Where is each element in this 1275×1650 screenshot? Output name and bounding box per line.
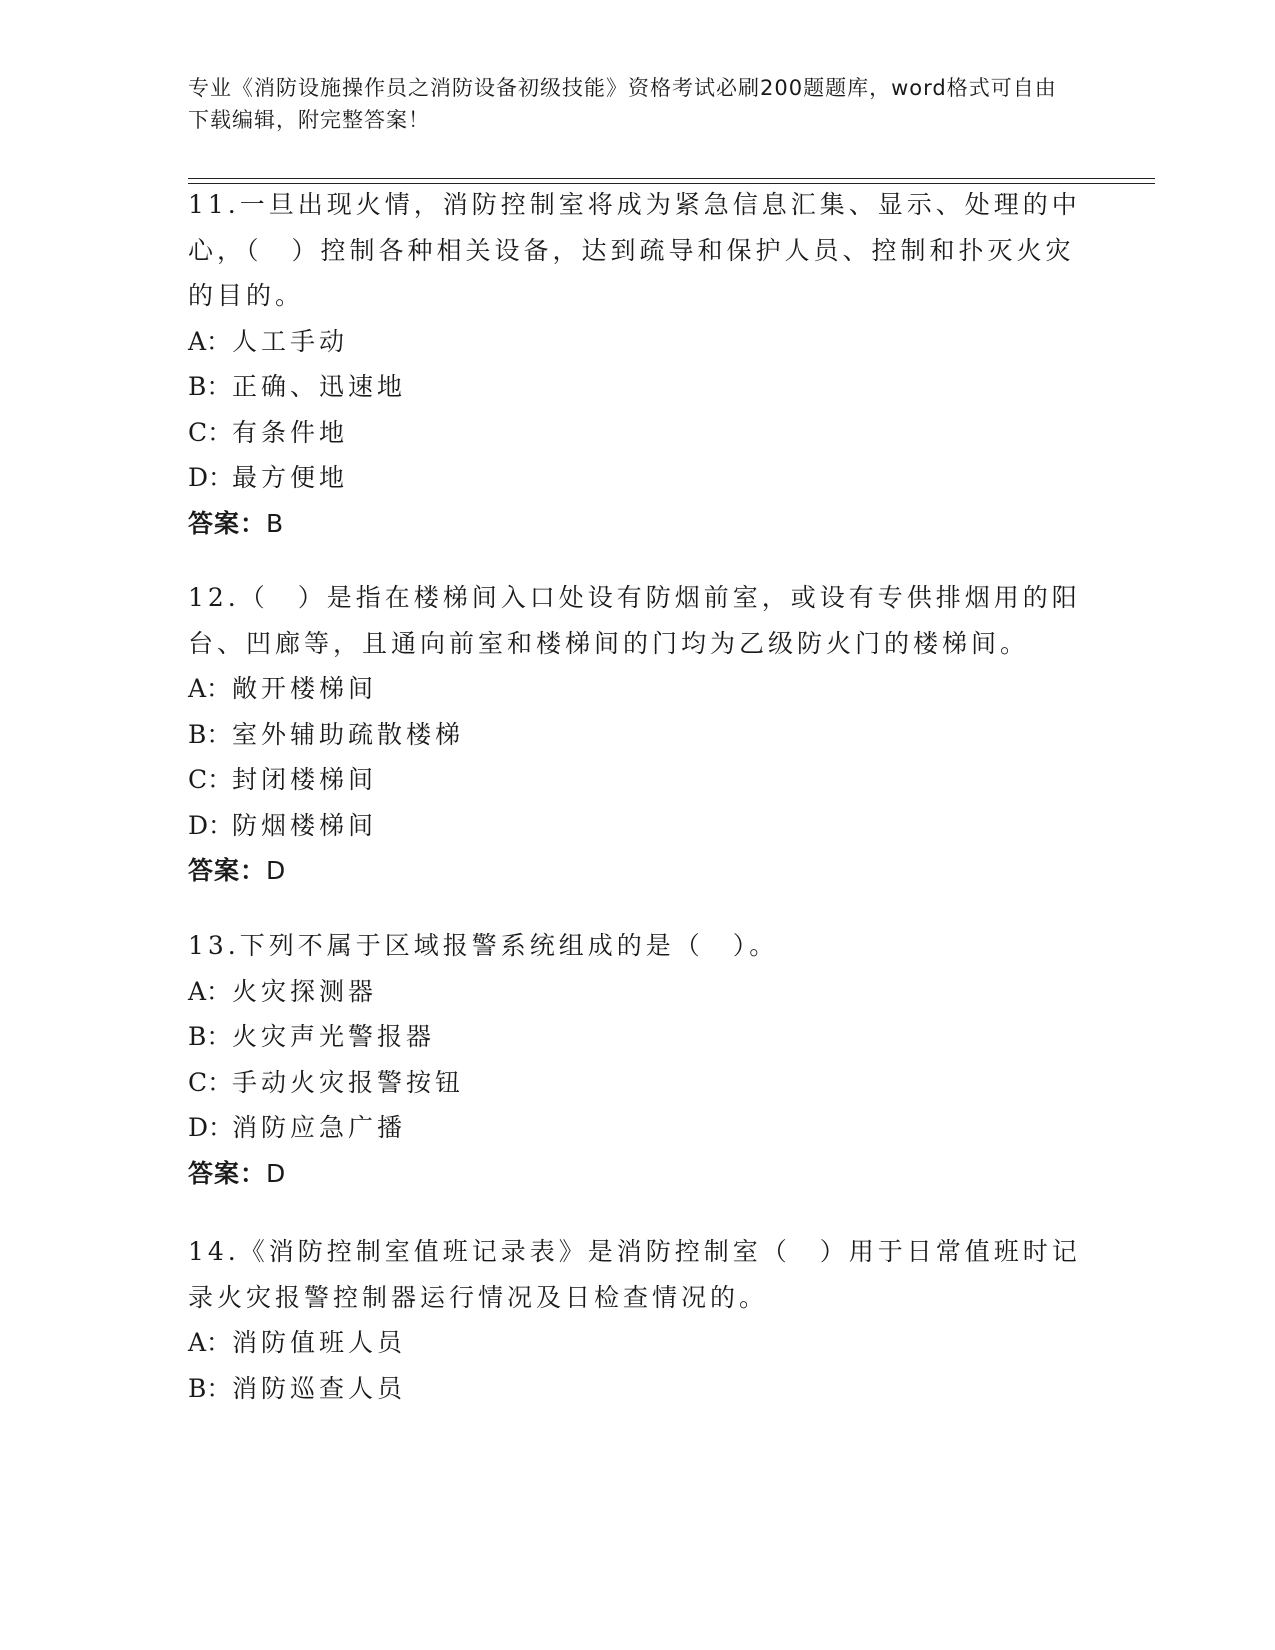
option-c [188,757,1088,803]
option-text: 正确、迅速地 [232,372,407,401]
option-text: 封闭楼梯间 [232,765,378,794]
question-12 [188,575,1088,894]
option-text: 火灾探测器 [232,976,378,1006]
option-d [188,803,1088,849]
option-key: D： [188,810,234,840]
option-c [188,1060,1088,1106]
answer-label: 答案： [188,1158,267,1188]
option-b [188,364,1088,410]
question-stem: 12.（ ）是指在楼梯间入口处设有防烟前室，或设有专供排烟用的阳台、凹廊等，且通向前室和楼梯间的门均为乙级防火门的楼梯间。 [188,583,1081,658]
answer-value: B [266,508,285,538]
option-a [188,1320,1088,1366]
option-c [188,410,1088,456]
option-key: B： [188,1373,232,1403]
answer-label: 答案： [188,856,267,885]
option-text: 敞开楼梯间 [232,674,378,703]
option-d [188,1105,1088,1151]
question-stem: 11.一旦出现火情，消防控制室将成为紧急信息汇集、显示、处理的中心，（ ）控制各种相关设备，达到疏导和保护人员、控制和扑灭火灾的目的。 [188,190,1081,310]
answer-value: D [266,856,287,885]
option-key: A： [188,1328,232,1357]
option-text: 最方便地 [232,463,349,492]
header-divider [188,178,1155,179]
option-b [188,1014,1088,1060]
option-key: D： [188,463,234,492]
option-b [188,1366,1088,1412]
option-key: B： [188,372,232,401]
option-text: 室外辅助疏散楼梯 [232,719,465,749]
answer [188,501,1088,547]
option-text: 手动火灾报警按钮 [232,1067,465,1097]
option-d [188,455,1088,501]
answer-value: D [266,1158,287,1188]
answer-label: 答案： [188,508,267,538]
answer [188,1151,1088,1197]
option-a [188,666,1088,712]
option-text: 消防巡查人员 [232,1373,407,1403]
question-stem: 14.《消防控制室值班记录表》是消防控制室（ ）用于日常值班时记录火灾报警控制器运行情况及日检查情况的。 [188,1237,1081,1312]
option-a [188,969,1088,1015]
option-key: A： [188,326,232,356]
option-key: C： [188,765,233,794]
option-key: B： [188,1022,232,1051]
question-14 [188,1229,1088,1411]
question-13 [188,923,1088,1196]
option-a [188,319,1088,365]
question-stem: 13.下列不属于区域报警系统组成的是（ ）。 [188,931,779,960]
option-text: 有条件地 [232,417,349,447]
document-header: 专业《消防设施操作员之消防设备初级技能》资格考试必刷200题题库，word格式可自由下载编辑，附完整答案！ [188,76,1057,132]
option-text: 防烟楼梯间 [232,810,378,840]
option-text: 消防值班人员 [232,1328,407,1357]
option-text: 人工手动 [232,326,349,356]
option-key: A： [188,976,232,1006]
option-key: B： [188,719,232,749]
answer [188,848,1088,894]
option-key: A： [188,674,232,703]
option-text: 火灾声光警报器 [232,1022,436,1051]
question-11 [188,182,1088,546]
option-text: 消防应急广播 [232,1113,407,1142]
option-b [188,712,1088,758]
option-key: D： [188,1113,234,1142]
option-key: C： [188,1067,233,1097]
option-key: C： [188,417,233,447]
